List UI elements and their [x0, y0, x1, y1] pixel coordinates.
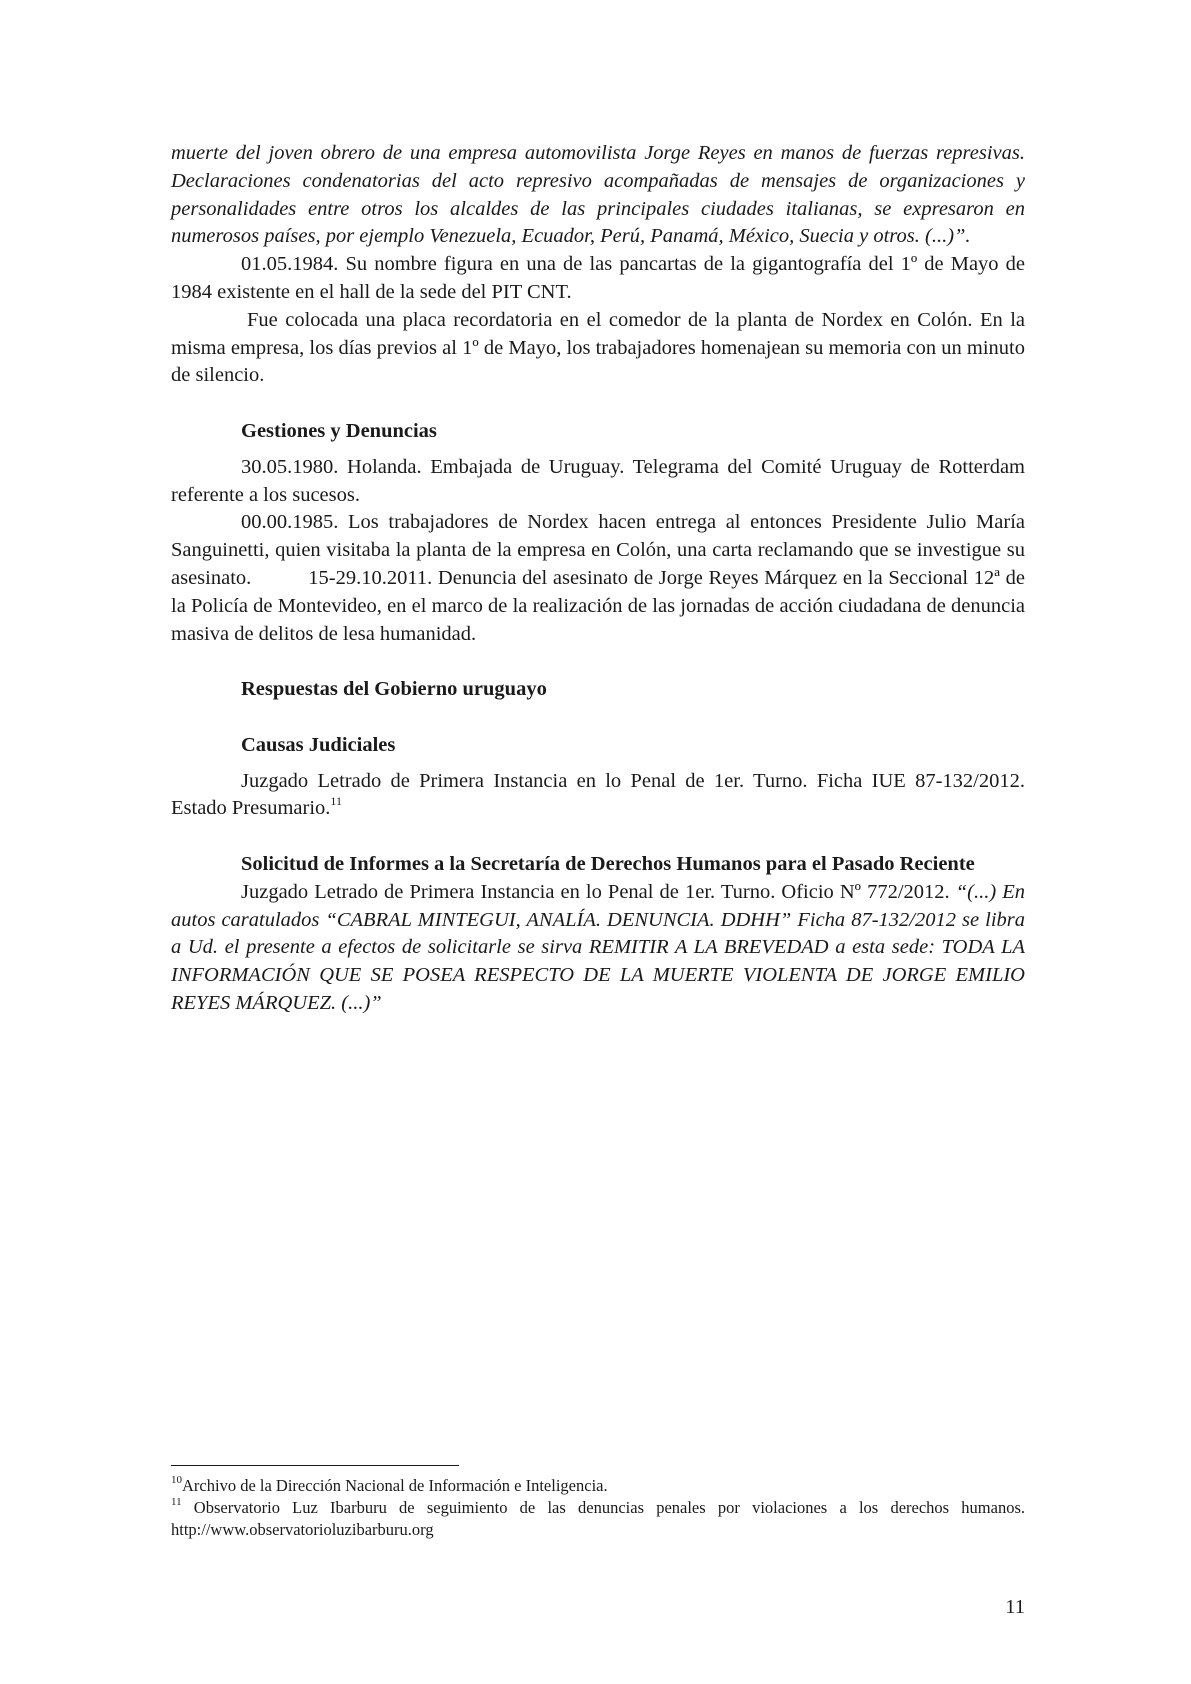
paragraph-1984-banner: 01.05.1984. Su nombre figura en una de las pancartas de la gigantografía del 1º de Mayo de 1984 existente en el hall de la sede del PIT CNT.: [171, 253, 1025, 303]
oficio-quote: “(...) En autos caratulados “CABRAL MINTEGUI, ANALÍA. DENUNCIA. DDHH” Ficha 87-132/2012 se libra a Ud. el presente a efectos de solicitarle se sirva REMITIR A LA BREVEDAD a esta sede: TODA LA INFORMACIÓN QUE SE POSEA RESPECTO DE LA MUERTE VIOLENTA DE JORGE EMILIO REYES MÁRQUEZ. (...)”: [171, 880, 1026, 1014]
section-heading-causas: Causas Judiciales: [241, 733, 396, 756]
section-heading-respuestas: Respuestas del Gobierno uruguayo: [241, 678, 547, 701]
footnote-separator: [171, 1465, 459, 1466]
footnote-10: [171, 1475, 1025, 1497]
section-heading-solicitud: Solicitud de Informes a la Secretaría de Derechos Humanos para el Pasado Reciente: [241, 852, 975, 875]
oficio-intro: Juzgado Letrado de Primera Instancia en lo Penal de 1er. Turno. Oficio Nº 772/2012.: [241, 880, 956, 903]
footnote-number: 10: [171, 1473, 182, 1486]
paragraph-memorial-plaque: Fue colocada una placa recordatoria en el comedor de la planta de Nordex en Colón. En la misma empresa, los días previos al 1º de Mayo, los trabajadores homenajean su memoria con un minuto de silencio.: [171, 308, 1025, 387]
paragraph-oficio: [171, 879, 1025, 1018]
footnotes: [171, 1475, 1025, 1541]
page-body: [171, 140, 1031, 1018]
footnote-11: [171, 1497, 1025, 1541]
paragraph-1985-letter: 00.00.1985. Los trabajadores de Nordex hacen entrega al entonces Presidente Julio María Sanguinetti, quien visitaba la planta de la empresa en Colón, una carta reclamando que se investigue su asesinato. 15-29.10.2011. Denuncia del asesinato de Jorge Reyes Márquez en la Seccional 12ª de la Policía de Montevideo, en el marco de la realización de las jornadas de acción ciudadana de denuncia masiva de delitos de lesa humanidad.: [171, 511, 1031, 645]
judicial-case-text: Juzgado Letrado de Primera Instancia en lo Penal de 1er. Turno. Ficha IUE 87-132/2012. Estado Presumario.: [171, 769, 1025, 820]
paragraph-1980-telegram: 30.05.1980. Holanda. Embajada de Uruguay. Telegrama del Comité Uruguay de Rotterdam referente a los sucesos.: [171, 455, 1025, 506]
footnote-ref-11[interactable]: 11: [330, 793, 342, 808]
footnote-text: Observatorio Luz Ibarburu de seguimiento de las denuncias penales por violaciones a los derechos humanos. http://www.observatorioluzibarburu.org: [171, 1498, 1025, 1539]
page-number: 11: [1005, 1596, 1025, 1618]
paragraph-judicial-case: [171, 768, 1025, 824]
section-heading-gestiones: Gestiones y Denuncias: [241, 419, 437, 442]
footnote-text: Archivo de la Dirección Nacional de Información e Inteligencia.: [182, 1476, 608, 1495]
paragraph-quote-continuation: muerte del joven obrero de una empresa automovilista Jorge Reyes en manos de fuerzas represivas. Declaraciones condenatorias del acto represivo acompañadas de mensajes de organizaciones y personalidades entre otros los alcaldes de las principales ciudades italianas, se expresaron en numerosos países, por ejemplo Venezuela, Ecuador, Perú, Panamá, México, Suecia y otros. (...)”.: [171, 142, 1025, 248]
footnote-number: 11: [171, 1495, 182, 1508]
